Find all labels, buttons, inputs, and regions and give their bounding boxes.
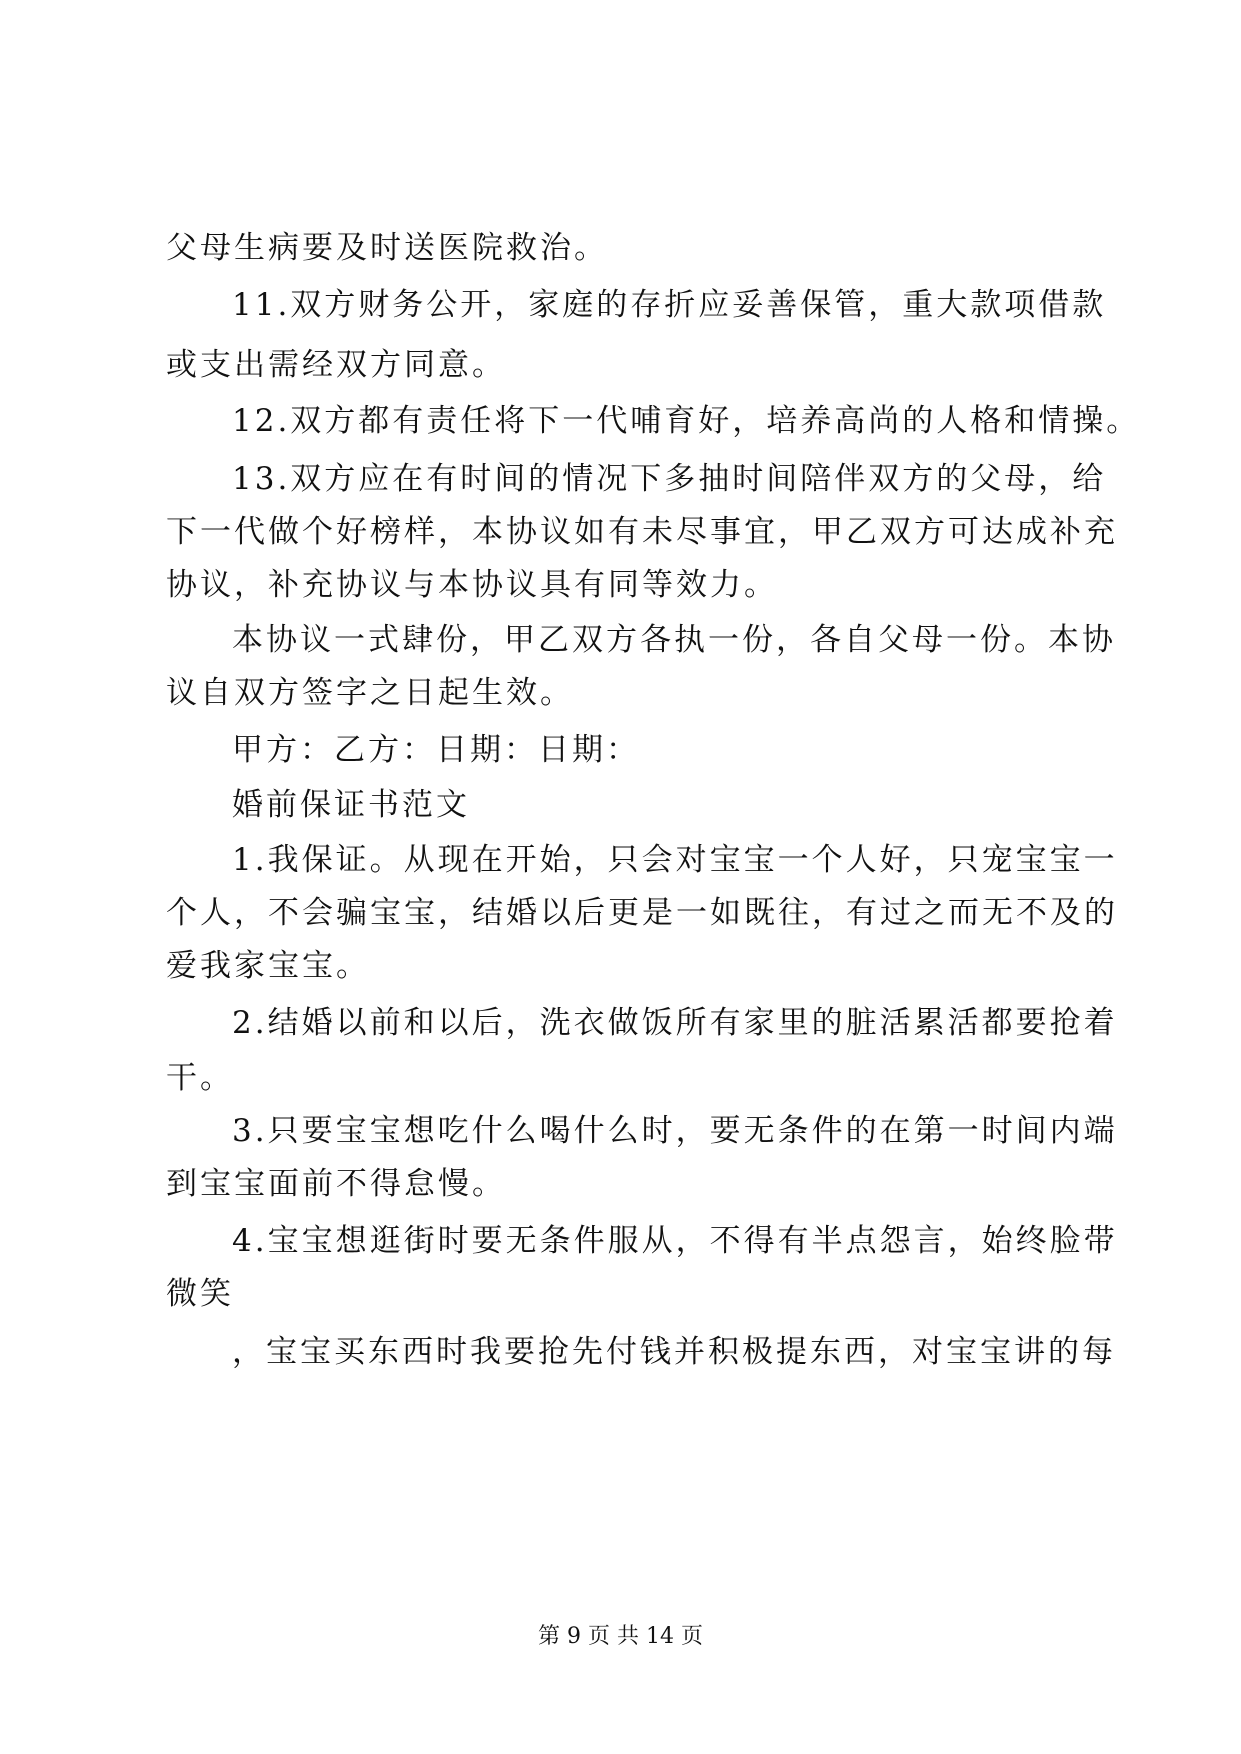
page-number-footer: 第 9 页 共 14 页 [538, 1624, 703, 1649]
text-line: 2.结婚以前和以后，洗衣做饭所有家里的脏活累活都要抢着 [232, 1005, 1118, 1041]
text-line: 干。 [166, 1060, 234, 1096]
text-line: 11.双方财务公开，家庭的存折应妥善保管，重大款项借款 [232, 287, 1107, 323]
text-line: 下一代做个好榜样，本协议如有未尽事宜，甲乙双方可达成补充 [166, 514, 1118, 550]
text-line: 3.只要宝宝想吃什么喝什么时，要无条件的在第一时间内端 [232, 1113, 1118, 1149]
section-heading: 婚前保证书范文 [232, 787, 470, 823]
text-line: 4.宝宝想逛街时要无条件服从，不得有半点怨言，始终脸带 [232, 1223, 1118, 1259]
text-line: 父母生病要及时送医院救治。 [166, 230, 608, 266]
text-line: 议自双方签字之日起生效。 [166, 675, 574, 711]
text-line: ，宝宝买东西时我要抢先付钱并积极提东西，对宝宝讲的每 [232, 1334, 1116, 1370]
text-line: 13.双方应在有时间的情况下多抽时间陪伴双方的父母，给 [232, 461, 1107, 497]
text-line: 到宝宝面前不得怠慢。 [166, 1166, 506, 1202]
text-line: 12.双方都有责任将下一代哺育好，培养高尚的人格和情操。 [232, 403, 1141, 439]
text-line: 本协议一式肆份，甲乙双方各执一份，各自父母一份。本协 [232, 622, 1116, 658]
text-line: 个人，不会骗宝宝，结婚以后更是一如既往，有过之而无不及的 [166, 895, 1118, 931]
text-line: 1.我保证。从现在开始，只会对宝宝一个人好，只宠宝宝一 [232, 842, 1118, 878]
text-line: 或支出需经双方同意。 [166, 347, 506, 383]
signature-line: 甲方：乙方：日期：日期： [232, 732, 640, 768]
text-line: 协议，补充协议与本协议具有同等效力。 [166, 567, 778, 603]
text-line: 爱我家宝宝。 [166, 948, 370, 984]
text-line: 微笑 [166, 1276, 234, 1312]
